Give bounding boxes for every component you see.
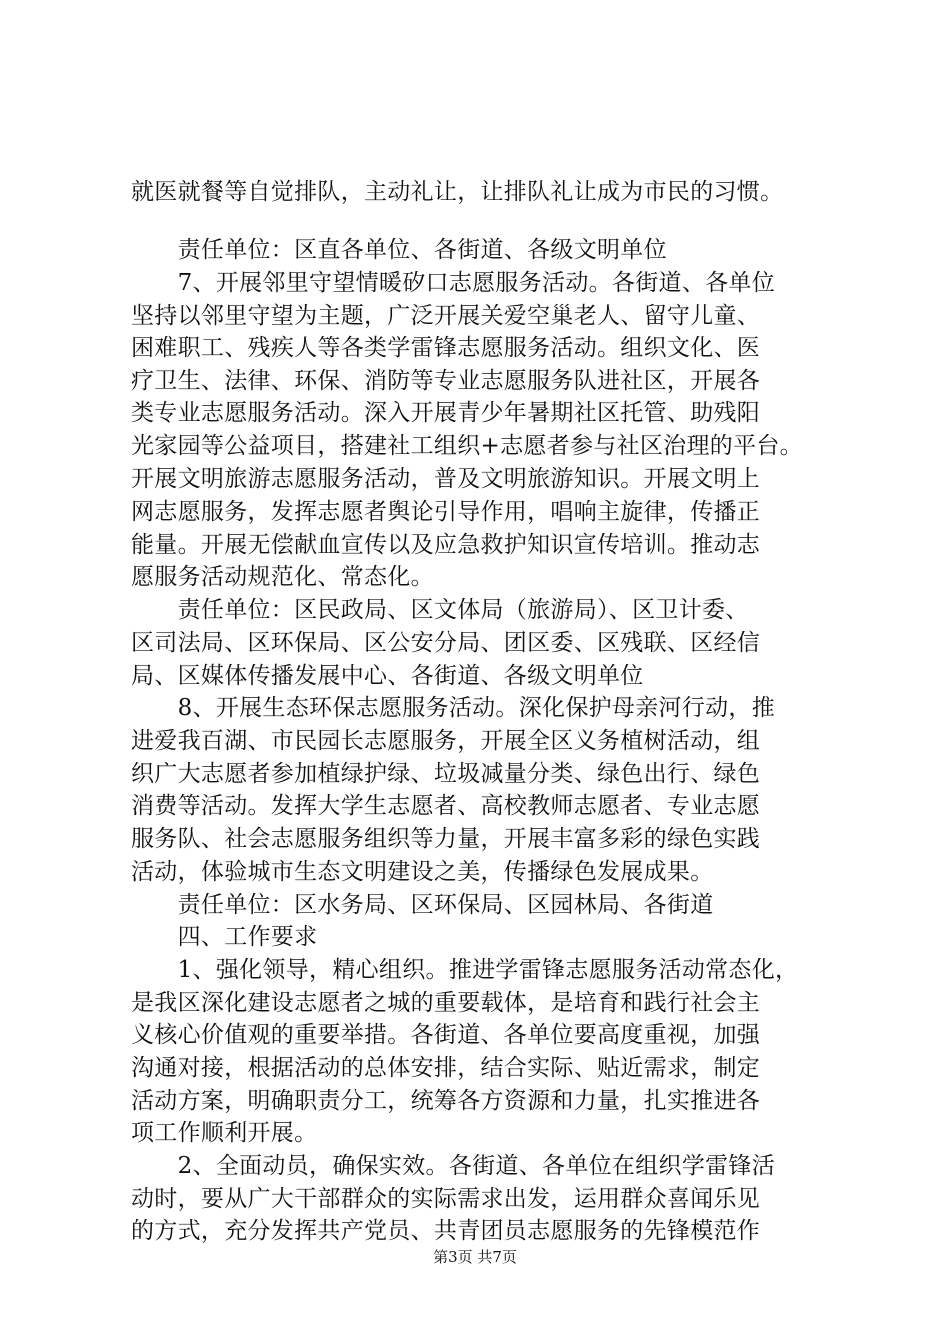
text-line: 7、开展邻里守望情暖矽口志愿服务活动。各街道、各单位: [131, 270, 776, 296]
text-line: 的方式，充分发挥共产党员、共青团员志愿服务的先锋模范作: [131, 1218, 761, 1244]
text-line: 就医就餐等自觉排队，主动礼让，让排队礼让成为市民的习惯。: [131, 179, 784, 205]
text-line: 织广大志愿者参加植绿护绿、垃圾减量分类、绿色出行、绿色: [131, 761, 761, 787]
text-line: 动时，要从广大干部群众的实际需求出发，运用群众喜闻乐见: [131, 1186, 761, 1212]
text-line: 责任单位：区民政局、区文体局（旅游局）、区卫计委、: [131, 597, 749, 623]
text-line: 服务队、社会志愿服务组织等力量，开展丰富多彩的绿色实践: [131, 826, 761, 852]
text-line: 类专业志愿服务活动。深入开展青少年暑期社区托管、助残阳: [131, 400, 761, 426]
text-line: 开展文明旅游志愿服务活动，普及文明旅游知识。开展文明上: [131, 466, 761, 492]
text-line: 网志愿服务，发挥志愿者舆论引导作用，唱响主旋律，传播正: [131, 499, 761, 525]
text-line: 项工作顺利开展。: [131, 1120, 318, 1146]
text-line: 坚持以邻里守望为主题，广泛开展关爱空巢老人、留守儿童、: [131, 303, 761, 329]
text-line: 进爱我百湖、市民园长志愿服务，开展全区义务植树活动，组: [131, 728, 761, 754]
text-line: 责任单位：区直各单位、各街道、各级文明单位: [131, 237, 667, 263]
text-line: 责任单位：区水务局、区环保局、区园林局、各街道: [131, 892, 714, 918]
text-line: 困难职工、残疾人等各类学雷锋志愿服务活动。组织文化、医: [131, 335, 761, 361]
text-line: 8、开展生态环保志愿服务活动。深化保护母亲河行动，推: [131, 695, 776, 721]
text-line: 活动方案，明确职责分工，统筹各方资源和力量，扎实推进各: [131, 1088, 761, 1114]
text-line: 1、强化领导，精心组织。推进学雷锋志愿服务活动常态化，: [131, 957, 799, 983]
text-line: 光家园等公益项目，搭建社工组织+志愿者参与社区治理的平台。: [131, 433, 803, 459]
page-footer: 第3页 共7页: [433, 1248, 517, 1266]
text-line: 是我区深化建设志愿者之城的重要载体，是培育和践行社会主: [131, 990, 761, 1016]
text-line: 局、区媒体传播发展中心、各街道、各级文明单位: [131, 663, 644, 689]
text-line: 义核心价值观的重要举措。各街道、各单位要高度重视，加强: [131, 1022, 761, 1048]
text-line: 消费等活动。发挥大学生志愿者、高校教师志愿者、专业志愿: [131, 793, 761, 819]
text-line: 疗卫生、法律、环保、消防等专业志愿服务队进社区，开展各: [131, 368, 761, 394]
text-line: 2、全面动员，确保实效。各街道、各单位在组织学雷锋活: [131, 1153, 776, 1179]
text-line: 愿服务活动规范化、常态化。: [131, 564, 434, 590]
text-line: 区司法局、区环保局、区公安分局、团区委、区残联、区经信: [131, 630, 761, 656]
text-line: 能量。开展无偿献血宣传以及应急救护知识宣传培训。推动志: [131, 532, 761, 558]
section-heading: 四、工作要求: [131, 924, 318, 950]
text-line: 活动，体验城市生态文明建设之美，传播绿色发展成果。: [131, 859, 714, 885]
text-line: 沟通对接，根据活动的总体安排，结合实际、贴近需求，制定: [131, 1055, 761, 1081]
